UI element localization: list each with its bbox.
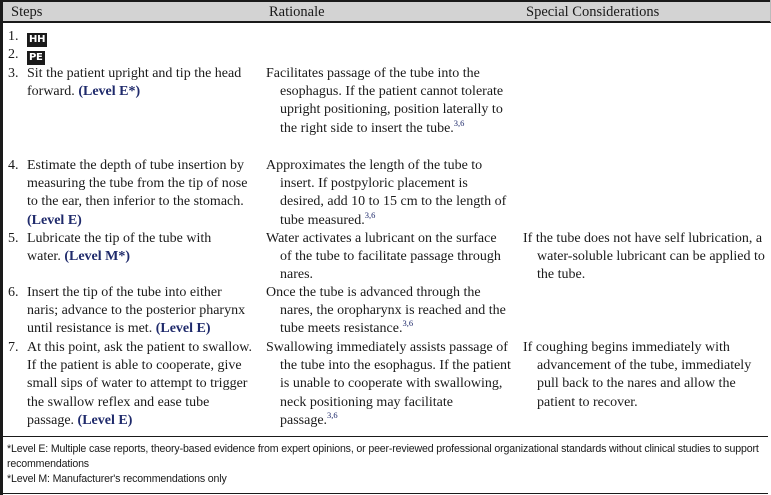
special-row-7 [523,339,768,412]
rationale-text: Water activates a lubricant on the surface of the tube to facilitate passage through nares. [266,231,501,283]
step-row-2 [8,46,45,65]
evidence-level: (Level E*) [78,84,141,100]
step-number: 3. [8,66,19,81]
step-text: Estimate the depth of tube insertion by measuring the tube from the tip of nose to the ear, then inferior to the stomach. [27,158,248,210]
evidence-level: (Level E) [27,212,82,228]
evidence-level: (Level E) [77,412,133,428]
rationale-text: Facilitates passage of the tube into the esophagus. If the patient cannot tolerate upright positioning, position laterally to the right side to insert the tube. [266,66,504,136]
rationale-text: Swallowing immediately assists passage of the tube into the esophagus. If the patient is unable to cooperate with swallowing, neck positioning may facilitate passage. [266,340,511,428]
hand-hygiene-icon: HH [29,34,46,45]
evidence-level: (Level M*) [64,249,131,265]
step-text: At this point, ask the patient to swallow. If the patient is able to cooperate, give small sips of water to attempt to trigger the swallow reflex and ease tube passage. [27,340,253,428]
special-text: If coughing begins immediately with advancement of the tube, immediately pull back to the nares and allow the patient to recover. [523,340,752,410]
step-number: 2. [8,47,19,62]
rationale-row-6 [266,284,514,339]
step-row-6 [8,284,256,339]
special-text: If the tube does not have self lubrication, a water-soluble lubricant can be applied to the tube. [523,231,765,283]
rationale-row-5 [266,230,511,285]
footnote-top-rule [3,436,768,437]
rationale-text: Once the tube is advanced through the nares, the oropharynx is reached and the tube meets resistance. [266,285,506,337]
left-border-rule [0,0,3,495]
header-rationale: Rationale [269,4,325,20]
step-number: 4. [8,158,19,173]
rationale-row-7 [266,339,511,430]
header-steps: Steps [11,4,43,20]
reference-superscript: 3,6 [364,209,376,220]
step-text: Sit the patient upright and tip the head forward. [27,66,242,100]
header-special-considerations: Special Considerations [526,4,660,20]
step-text: Insert the tip of the tube into either naris; advance to the posterior pharynx until resistance is met. [27,285,246,337]
table-header [3,0,771,23]
footnotes [7,442,762,488]
reference-superscript: 3,6 [327,409,338,420]
rationale-text: Approximates the length of the tube to insert. If postpyloric placement is desired, add 10 to 15 cm to the length of tube measured. [266,158,507,228]
rationale-row-3 [266,65,511,138]
step-row-3 [8,65,248,101]
footnote-level-e: *Level E: Multiple case reports, theory-based evidence from expert opinions, or peer-reviewed professional organizational standards without clinical studies to support recommendations [7,443,759,471]
step-text: Lubricate the tip of the tube with water. [27,231,212,265]
step-row-1 [8,28,47,47]
footnote-bottom-rule [3,493,768,494]
evidence-level: (Level E) [155,321,211,337]
step-row-5 [8,230,248,266]
rationale-row-4 [266,157,514,230]
step-row-4 [8,157,253,230]
special-row-5 [523,230,768,285]
step-number: 6. [8,285,19,300]
step-number: 7. [8,340,19,355]
step-number: 1. [8,29,19,44]
personal-protective-equipment-icon: PE [29,52,43,63]
step-row-7 [8,339,258,430]
step-number: 5. [8,231,19,246]
footnote-level-m: *Level M: Manufacturer's recommendations only [7,473,227,486]
reference-superscript: 3,6 [453,117,465,128]
reference-superscript: 3,6 [402,318,414,329]
